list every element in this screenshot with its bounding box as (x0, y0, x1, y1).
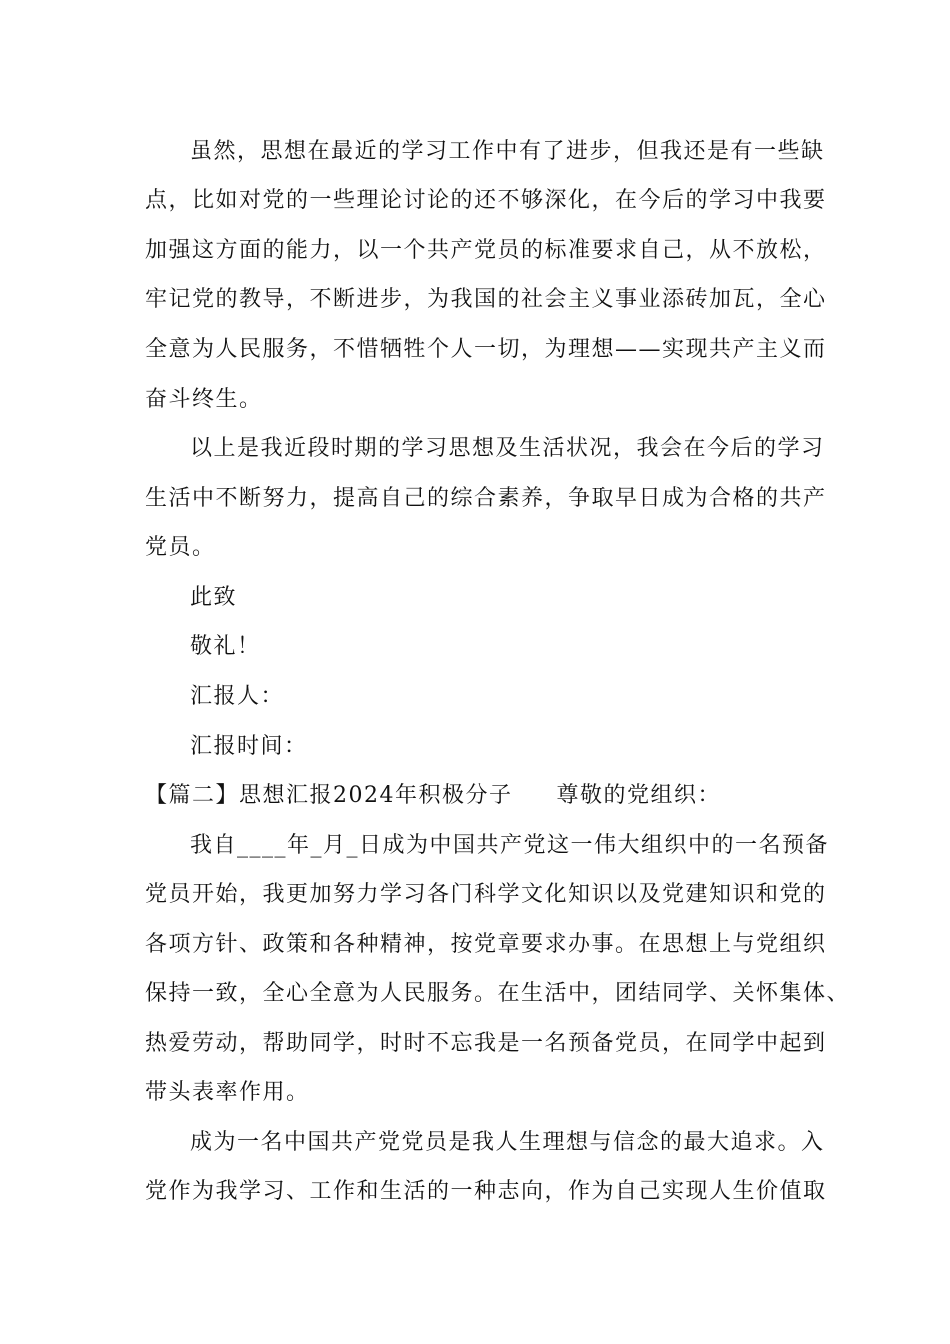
paragraph-2-line-2: 生活中不断努力，提高自己的综合素养，争取早日成为合格的共产 (145, 486, 827, 511)
report-time-label: 汇报时间： (190, 734, 308, 759)
paragraph-1-line-6: 奋斗终生。 (145, 387, 263, 412)
section-heading (145, 781, 721, 811)
paragraph-3-line-3: 各项方针、政策和各种精神，按党章要求办事。在思想上与党组织 (145, 932, 827, 957)
paragraph-2-line-3: 党员。 (145, 535, 216, 560)
paragraph-1-line-1: 虽然，思想在最近的学习工作中有了进步，但我还是有一些缺 (190, 139, 825, 164)
paragraph-3-line-5: 热爱劳动，帮助同学，时时不忘我是一名预备党员，在同学中起到 (145, 1031, 827, 1056)
paragraph-4-line-2: 党作为我学习、工作和生活的一种志向，作为自己实现人生价值取 (145, 1179, 827, 1204)
closing-jingli: 敬礼！ (190, 634, 261, 659)
paragraph-3-line-1: 我自____年_月_日成为中国共产党这一伟大组织中的一名预备 (190, 833, 830, 858)
closing-cizhi: 此致 (190, 585, 238, 610)
paragraph-1-line-2: 点，比如对党的一些理论讨论的还不够深化，在今后的学习中我要 (145, 188, 827, 213)
paragraph-2-line-1: 以上是我近段时期的学习思想及生活状况，我会在今后的学习 (190, 436, 825, 461)
paragraph-3-line-6: 带头表率作用。 (145, 1080, 310, 1105)
paragraph-3-line-4: 保持一致，全心全意为人民服务。在生活中，团结同学、关怀集体、 (145, 981, 851, 1006)
section-heading-title: 【篇二】思想汇报2024年积极分子 (145, 783, 513, 808)
paragraph-4-line-1: 成为一名中国共产党党员是我人生理想与信念的最大追求。入 (190, 1130, 825, 1155)
reporter-label: 汇报人： (190, 684, 285, 709)
section-salutation: 尊敬的党组织： (556, 783, 722, 808)
paragraph-3-line-2: 党员开始，我更加努力学习各门科学文化知识以及党建知识和党的 (145, 882, 827, 907)
paragraph-1-line-5: 全意为人民服务，不惜牺牲个人一切，为理想——实现共产主义而 (145, 337, 827, 362)
paragraph-1-line-4: 牢记党的教导，不断进步，为我国的社会主义事业添砖加瓦，全心 (145, 287, 827, 312)
paragraph-1-line-3: 加强这方面的能力，以一个共产党员的标准要求自己，从不放松， (145, 238, 827, 263)
